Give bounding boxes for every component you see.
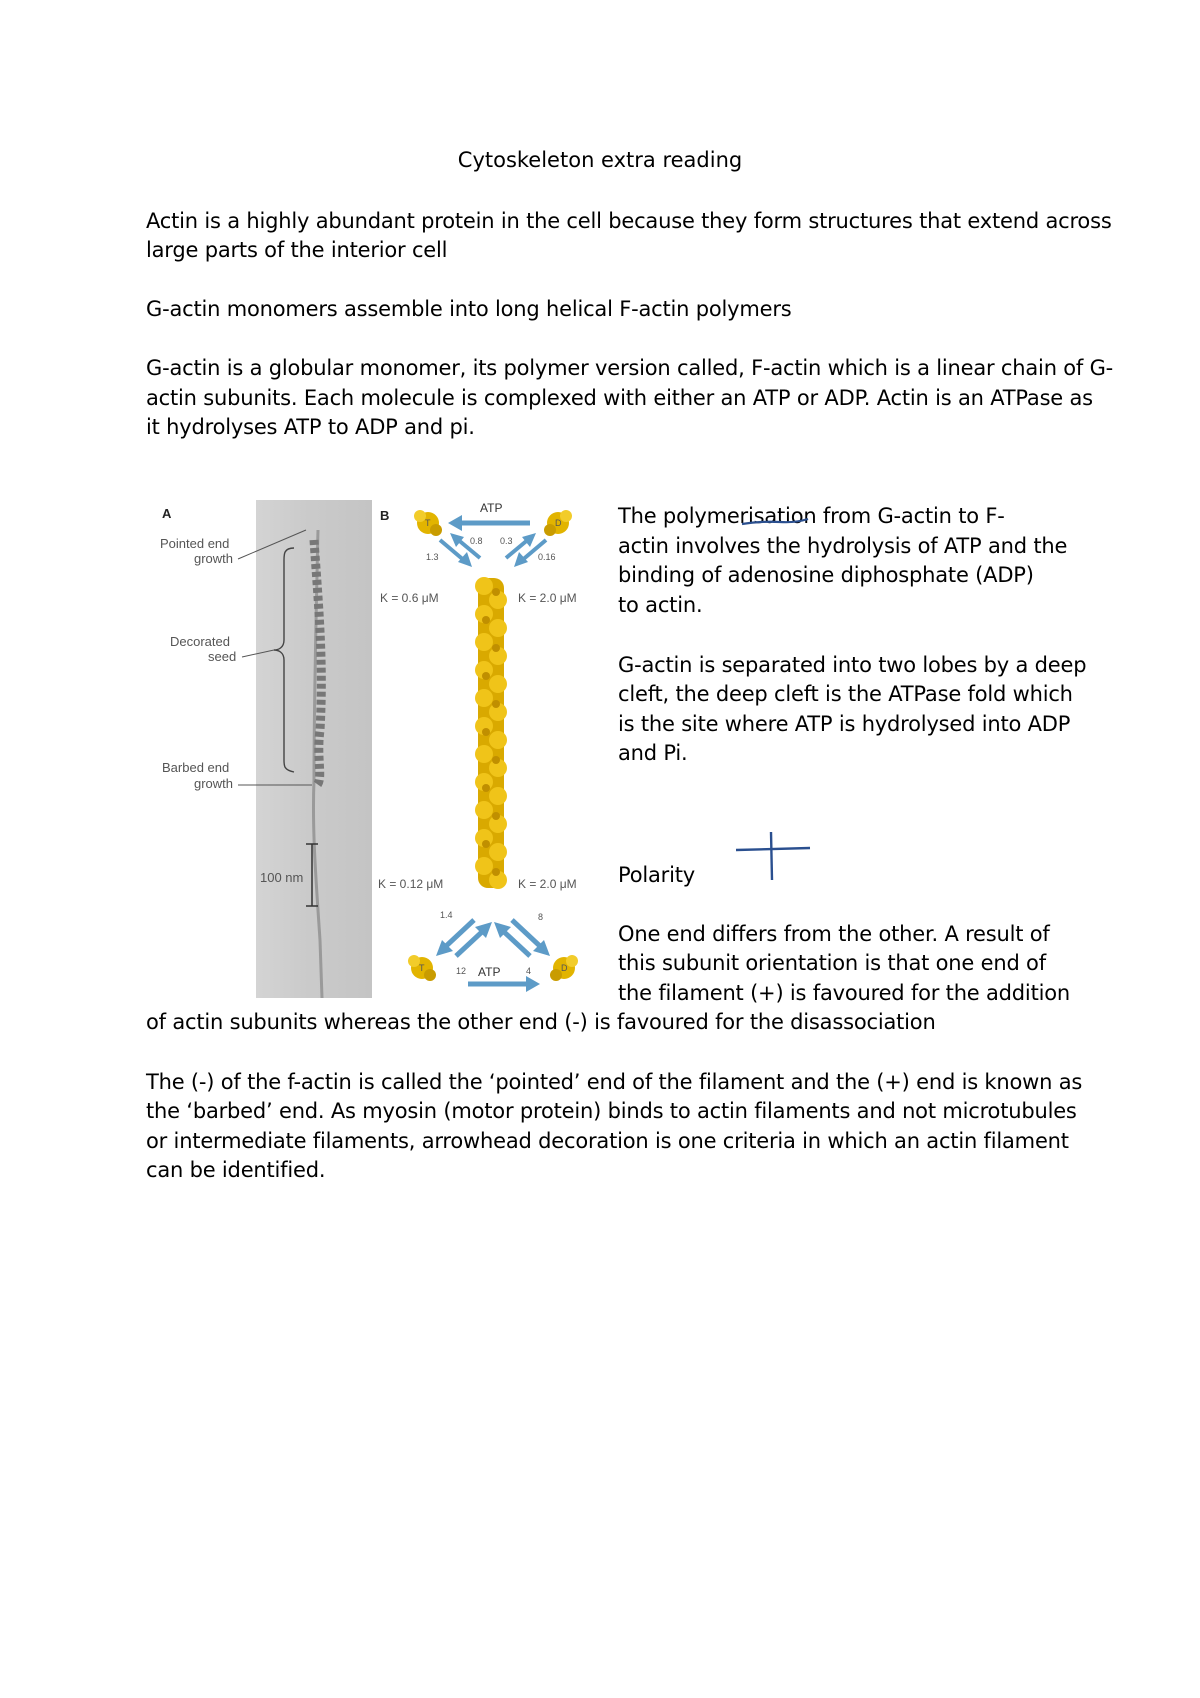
lobes-line-1: G-actin is separated into two lobes by a deep: [618, 653, 1087, 677]
rate-bottom-right-1: 8: [538, 912, 544, 922]
polymerisation-line-3: binding of adenosine diphosphate (ADP): [618, 563, 1034, 587]
monomer-d-top: [544, 510, 572, 536]
seed-label-2: seed: [208, 649, 237, 664]
barbed-line-3: or intermediate filaments, arrowhead decoration is one criteria in which an actin filament: [146, 1129, 1069, 1153]
lobes-line-3: is the site where ATP is hydrolysed into ADP: [618, 712, 1071, 736]
barbed-line-2: the ‘barbed’ end. As myosin (motor protein) binds to actin filaments and not microtubules: [146, 1099, 1077, 1123]
globular-line-1: G-actin is a globular monomer, its polymer version called, F-actin which is a linear chain of G-: [146, 356, 1114, 380]
scale-label: 100 nm: [260, 870, 304, 885]
lobes-line-2: cleft, the deep cleft is the ATPase fold which: [618, 682, 1073, 706]
globular-line-2: actin subunits. Each molecule is complexed with either an ATP or ADP. Actin is an ATPase as: [146, 386, 1093, 410]
barbed-line-1: The (-) of the f-actin is called the ‘pointed’ end of the filament and the (+) end is known as: [146, 1070, 1083, 1094]
panel-a-micrograph: [146, 500, 372, 998]
rate-bottom-left-1: 1.4: [440, 910, 453, 920]
polarity-line-3: the filament (+) is favoured for the addition: [618, 981, 1070, 1005]
k-bottom-right: K = 2.0 μM: [518, 877, 577, 891]
page-title: Cytoskeleton extra reading: [457, 148, 743, 172]
cross-mark-vertical: [771, 832, 772, 880]
intro-line-1: Actin is a highly abundant protein in the cell because they form structures that extend across: [146, 209, 1112, 233]
polarity-line-4: of actin subunits whereas the other end (-) is favoured for the disassociation: [146, 1010, 936, 1034]
monomer-line: G-actin monomers assemble into long helical F-actin polymers: [146, 297, 792, 321]
f-actin-filament: [475, 577, 507, 889]
rate-top-right-1: 0.3: [500, 536, 513, 546]
polarity-line-1: One end differs from the other. A result of: [618, 922, 1050, 946]
polymerisation-line-4: to actin.: [618, 593, 703, 617]
polymerisation-line-1: The polymerisation from G-actin to F-: [618, 504, 1005, 528]
rate-top-left-1: 1.3: [426, 552, 439, 562]
panel-a-letter: A: [162, 506, 172, 521]
panel-b-letter: B: [380, 508, 390, 523]
pointed-label-1: Pointed end: [160, 536, 230, 551]
monomer-t-top: [414, 510, 442, 536]
svg-text:T: T: [419, 963, 425, 973]
atp-bottom-label: ATP: [478, 965, 501, 979]
monomer-t-bottom: [408, 955, 436, 981]
rate-bottom-left-2: 12: [456, 966, 467, 976]
pointed-label-2: growth: [194, 551, 234, 566]
intro-line-2: large parts of the interior cell: [146, 238, 448, 262]
actin-figure: [146, 500, 602, 998]
seed-label-1: Decorated: [170, 634, 230, 649]
barbed-label-2: growth: [194, 776, 234, 791]
svg-text:D: D: [561, 963, 568, 973]
rate-top-left-2: 0.8: [470, 536, 483, 546]
svg-text:D: D: [555, 518, 562, 528]
barbed-line-4: can be identified.: [146, 1158, 326, 1182]
k-top-left: K = 0.6 μM: [380, 591, 439, 605]
k-bottom-left: K = 0.12 μM: [378, 877, 444, 891]
polymerisation-line-2: actin involves the hydrolysis of ATP and the: [618, 534, 1068, 558]
lobes-line-4: and Pi.: [618, 741, 688, 765]
atp-top-label: ATP: [480, 501, 503, 515]
rate-top-right-2: 0.16: [538, 552, 556, 562]
polarity-heading: Polarity: [618, 863, 695, 887]
k-top-right: K = 2.0 μM: [518, 591, 577, 605]
globular-line-3: it hydrolyses ATP to ADP and pi.: [146, 415, 475, 439]
cross-mark-horizontal: [736, 848, 810, 850]
barbed-label-1: Barbed end: [162, 760, 230, 775]
rate-bottom-right-2: 4: [526, 966, 532, 976]
monomer-d-bottom: [550, 955, 578, 981]
polarity-line-2: this subunit orientation is that one end of: [618, 951, 1046, 975]
panel-b-diagram: [378, 500, 602, 998]
svg-text:T: T: [425, 518, 431, 528]
